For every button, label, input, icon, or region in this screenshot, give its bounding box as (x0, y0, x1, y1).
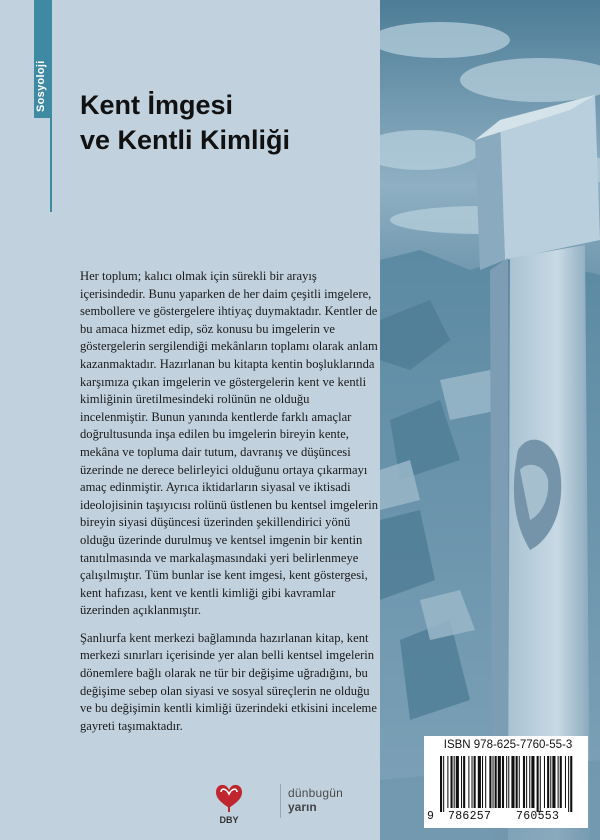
book-title (80, 88, 360, 158)
book-title-line-1: Kent İmgesi (80, 90, 234, 120)
barcode-bar (516, 756, 518, 808)
isbn-number: ISBN 978-625-7760-55-3 (443, 739, 573, 751)
barcode-bar (461, 756, 462, 808)
barcode-bar (440, 756, 442, 812)
publisher-name-line-1: dünbugün (288, 786, 343, 800)
barcode-bar (443, 756, 444, 812)
barcode-bar (552, 756, 555, 808)
barcode-bar (519, 756, 520, 808)
barcode-bar (570, 756, 572, 812)
barcode-bar (526, 756, 527, 808)
publisher-name (288, 786, 343, 814)
stone-pillar (475, 95, 600, 840)
barcode-bar (544, 756, 545, 808)
barcode-bar (451, 756, 453, 808)
barcode-bar (495, 756, 497, 808)
barcode-bar (508, 756, 509, 808)
publisher-name-line-2: yarın (288, 800, 317, 814)
barcode-bar (565, 756, 566, 808)
barcode-bar (511, 756, 514, 808)
barcode-bar (506, 756, 507, 808)
barcode (438, 756, 578, 812)
barcode-bar (468, 756, 469, 808)
blurb-paragraph-2: Şanlıurfa kent merkezi bağlamında hazırlanan kitap, kent merkezi sınırları içerisinde yer alan belli kentsel imgelerin dönemlere bağlı olarak ne tür bir değişime uğradığını, bu değişime sebep olan siyasi ve sosyal süreçlerin ne olduğu ve bu değişimin kentli kimliği üzerindeki etkisini inceleme gayreti taşımaktadır. (80, 630, 377, 733)
barcode-bar (523, 756, 525, 808)
blurb-paragraph-1: Her toplum; kalıcı olmak için sürekli bir arayış içerisindedir. Bunu yaparken de her daim çeşitli imgelere, sembollere ve göstergelere ihtiyaç duymaktadır. Kentler de bu amaca hizmet edip, söz konusu bu imgelerin ve göstergelerin sergilendiği mekânların toplamı olarak anlam kazanmaktadır. Hazırlanan bu kitapta kentin boşluklarında karşımıza çıkan imgelerin ve göstergelerin kent ve kentli kimliğinin üretilmesindeki rolünün ne olduğu incelenmiştir. Bunun yanında kentlerde farklı amaçlar doğrultusunda inşa edilen bu imgelerin bireyin kente, mekâna ve topluma dair tutum, davranış ve düşüncesi üzerinde ne derece belirleyici olduğunu ortaya çıkarmayı amaç edinmiştir. Ayrıca iktidarların siyasal ve iktisadi ideolojisinin taşıyıcısı rolünü üstlenen bu kentsel imgelerin bireyin siyasi düşüncesi üzerinden şekillendirici yönü olduğu üzerinde durulmuş ve kentsel imgenin bir kentin tanıtılmasında ve markalaşmasındaki yeri belirlenmeye çalışılmıştır. Tüm bunlar ise kent imgesi, kent göstergesi, kent hafızası, kent ve kentli kimliği gibi kavramlar üzerinden açıklanmıştır. (80, 269, 379, 618)
publisher-logo-text: DBY (219, 815, 239, 825)
barcode-bar (529, 756, 530, 808)
barcode-bar (485, 756, 486, 808)
barcode-bar (472, 756, 473, 808)
barcode-bar (547, 756, 549, 808)
barcode-bar (493, 756, 494, 808)
barcode-bar (474, 756, 476, 808)
publisher-divider (280, 784, 281, 818)
barcode-bar (531, 756, 534, 808)
barcode-bar (489, 756, 491, 808)
barcode-bar (537, 756, 539, 812)
book-title-line-2: ve Kentli Kimliği (80, 125, 291, 155)
barcode-bar (463, 756, 465, 808)
barcode-bar (478, 756, 481, 808)
barcode-right-digits: 760553 (516, 810, 560, 823)
barcode-bar (558, 756, 559, 808)
barcode-bar (550, 756, 551, 808)
barcode-first-digit: 9 (427, 810, 434, 823)
isbn-box (424, 736, 588, 828)
publisher-logo-icon (206, 780, 252, 826)
barcode-bar (560, 756, 562, 808)
series-label: Sosyoloji (35, 60, 47, 112)
barcode-bar (540, 756, 541, 812)
barcode-bar (502, 756, 504, 808)
barcode-bar (482, 756, 483, 808)
barcode-bar (447, 756, 448, 808)
barcode-bar (498, 756, 501, 808)
blurb (80, 268, 380, 735)
barcode-bar (456, 756, 459, 808)
barcode-left-digits: 786257 (448, 810, 492, 823)
barcode-bar (568, 756, 569, 812)
barcode-bar (454, 756, 455, 808)
cover-photo (380, 0, 600, 840)
